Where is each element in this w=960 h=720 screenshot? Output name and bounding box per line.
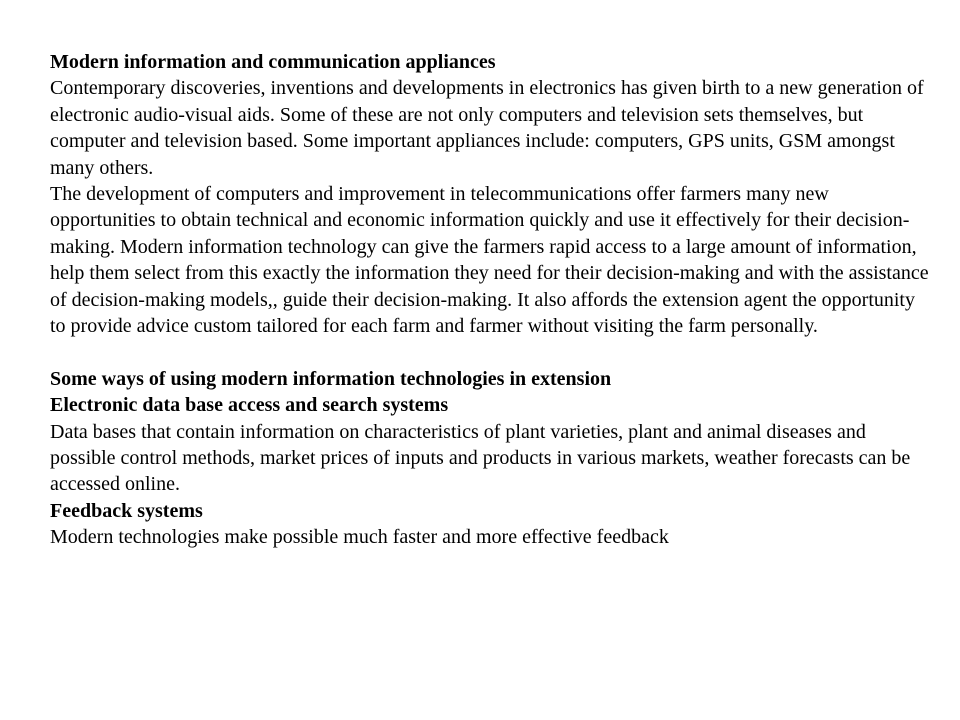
paragraph-appliances-intro: Contemporary discoveries, inventions and developments in electronics has given birth to a new generation of electronic audio-visual aids. Some of these are not only computers and television sets themselves, but computer and television based. Some important appliances include: computers, GPS units, GSM amongst many others. <box>50 77 924 179</box>
subheading-database-access: Electronic data base access and search systems <box>50 394 449 417</box>
section-heading-ways: Some ways of using modern information technologies in extension <box>50 367 612 390</box>
paragraph-database-access: Data bases that contain information on characteristics of plant varieties, plant and animal diseases and possible control methods, market prices of inputs and products in various markets, weather forecasts can be accessed online. <box>50 420 911 496</box>
section-heading-appliances: Modern information and communication appliances <box>50 51 496 73</box>
paragraph-feedback-systems: Modern technologies make possible much faster and more effective feedback <box>50 526 669 549</box>
paragraph-computers-telecom: The development of computers and improvement in telecommunications offer farmers many new opportunities to obtain technical and economic information quickly and use it effectively for their decision-making. Modern information technology can give the farmers rapid access to a large amount of information, help them select from this exactly the information they need for their decision-making and with the assistance of decision-making models,, guide their decision-making. It also affords the extension agent the opportunity to provide advice custom tailored for each farm and farmer without visiting the farm personally. <box>50 183 929 338</box>
slide-body <box>50 49 930 551</box>
subheading-feedback-systems: Feedback systems <box>50 499 203 522</box>
blank-line <box>50 339 930 365</box>
